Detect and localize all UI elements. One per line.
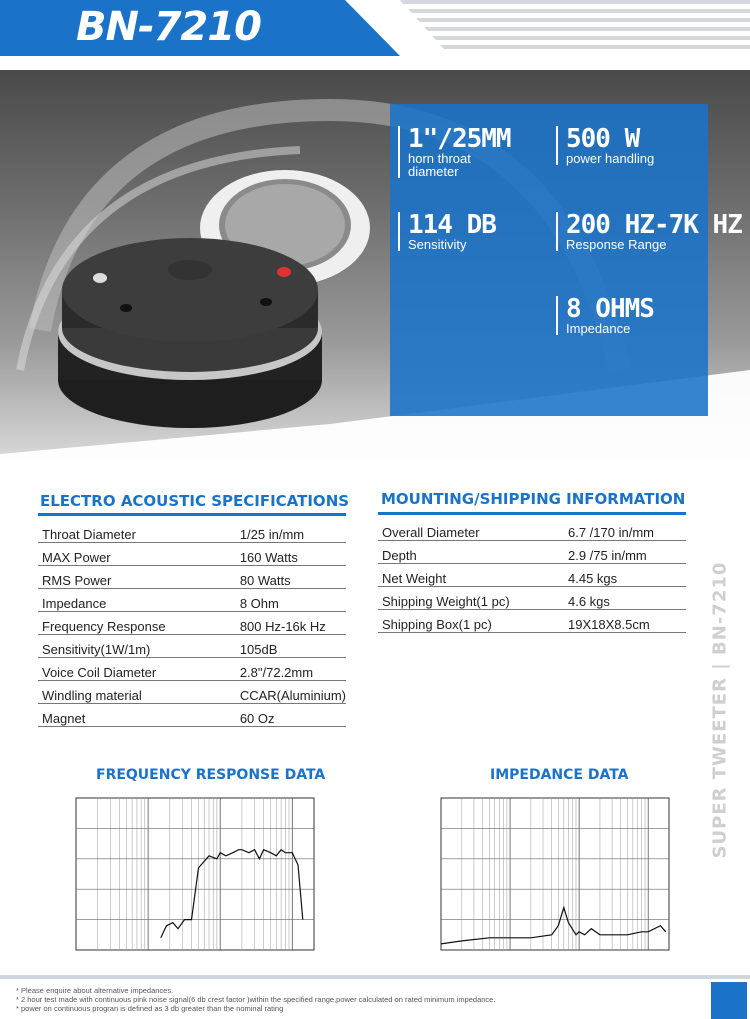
header-banner — [0, 0, 750, 56]
spec-label: Windling material — [38, 681, 240, 704]
spec-label: Sensitivity(1W/1m) — [38, 635, 240, 658]
table-row — [38, 520, 346, 543]
electro-specs-title: ELECTRO ACOUSTIC SPECIFICATIONS — [40, 492, 350, 510]
plot-frame — [76, 798, 314, 950]
spec-label: Net Weight — [378, 564, 568, 587]
spec-power: 500 W power handling — [556, 126, 654, 165]
table-row — [38, 612, 346, 635]
footnote: * 2 hour test made with continuous pink noise signal(6 db crest factor )within the specified range,power calculated on rated minimum impedance. — [16, 995, 496, 1004]
spec-value: 6.7 /170 in/mm — [568, 518, 686, 541]
page-title: BN-7210 — [76, 4, 261, 50]
table-row — [38, 704, 346, 727]
table-row — [378, 518, 686, 541]
electro-title-bar — [38, 513, 346, 516]
spec-label: Magnet — [38, 704, 240, 727]
table-row — [38, 543, 346, 566]
table-row — [378, 587, 686, 610]
mounting-table — [378, 518, 686, 633]
spec-value: 8 Ohm — [240, 589, 346, 612]
spec-label: Shipping Box(1 pc) — [378, 610, 568, 633]
table-row — [378, 541, 686, 564]
spec-value: CCAR(Aluminium) — [240, 681, 346, 704]
side-vertical-label: SUPER TWEETER | BN-7210 — [709, 561, 731, 859]
footer-corner-block — [711, 982, 747, 1019]
hero-product-image — [0, 70, 750, 460]
spec-value: 105dB — [240, 635, 346, 658]
footnotes — [16, 986, 495, 1013]
spec-value: 4.6 kgs — [568, 587, 686, 610]
spec-value: 1/25 in/mm — [240, 520, 346, 543]
table-row — [38, 566, 346, 589]
spec-sensitivity: 114 DB Sensitivity — [398, 212, 496, 251]
imp-chart-title: IMPEDANCE DATA — [490, 767, 629, 783]
spec-impedance: 8 OHMS Impedance — [556, 296, 654, 335]
spec-label: Depth — [378, 541, 568, 564]
footnote: * power on continuous progran is defined as 3 db greater than the nominal rating — [16, 1004, 284, 1013]
spec-value: 2.9 /75 in/mm — [568, 541, 686, 564]
spec-value: 2.8"/72.2mm — [240, 658, 346, 681]
table-row — [38, 681, 346, 704]
spec-label: Impedance — [38, 589, 240, 612]
table-row — [38, 589, 346, 612]
spec-value: 19X18X8.5cm — [568, 610, 686, 633]
spec-value: 800 Hz-16k Hz — [240, 612, 346, 635]
spec-label: Shipping Weight(1 pc) — [378, 587, 568, 610]
spec-throat: 1"/25MM horn throat diameter — [398, 126, 511, 178]
mounting-title: MOUNTING/SHIPPING INFORMATION — [381, 490, 686, 508]
spec-label: RMS Power — [38, 566, 240, 589]
frequency-response-chart — [58, 794, 318, 960]
spec-value: 160 Watts — [240, 543, 346, 566]
footer-divider — [0, 975, 750, 979]
spec-value: 4.45 kgs — [568, 564, 686, 587]
table-row — [378, 610, 686, 633]
spec-label: Frequency Response — [38, 612, 240, 635]
spec-response-range: 200 HZ-7K HZ Response Range — [556, 212, 742, 251]
table-row — [38, 635, 346, 658]
spec-label: Voice Coil Diameter — [38, 658, 240, 681]
footnote: * Please enquire about alternative impedances. — [16, 986, 174, 995]
plot-frame — [441, 798, 669, 950]
mounting-title-bar — [378, 512, 686, 515]
spec-label: MAX Power — [38, 543, 240, 566]
spec-value: 60 Oz — [240, 704, 346, 727]
table-row — [38, 658, 346, 681]
spec-label: Overall Diameter — [378, 518, 568, 541]
table-row — [378, 564, 686, 587]
header-stripes — [380, 0, 750, 56]
freq-chart-title: FREQUENCY RESPONSE DATA — [96, 767, 326, 783]
spec-label: Throat Diameter — [38, 520, 240, 543]
spec-value: 80 Watts — [240, 566, 346, 589]
impedance-chart — [423, 794, 673, 960]
electro-specs-table — [38, 520, 346, 727]
